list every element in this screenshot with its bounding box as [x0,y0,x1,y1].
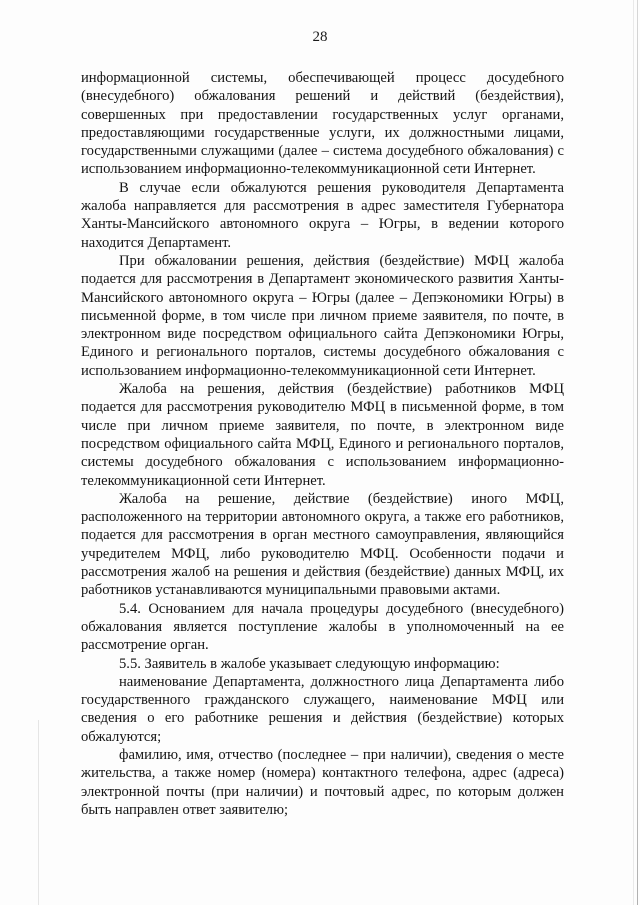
page-number: 28 [312,29,328,45]
paragraph: Жалоба на решения, действия (бездействие) работников МФЦ подается для рассмотрения руководителю МФЦ в письменной форме, в том числе при личном приеме заявителя, по почте, в электронном виде посредством официального сайта МФЦ, Единого и регионального порталов, системы досудебного обжалования с использованием информационно-телекоммуникационной сети Интернет. [81,381,564,489]
scan-edge-right-inner [633,0,634,905]
paragraph: При обжаловании решения, действия (бездействие) МФЦ жалоба подается для рассмотрения в Департамент экономического развития Ханты-Мансийского автономного округа – Югры (далее – Депэкономики Югры) в письменной форме, в том числе при личном приеме заявителя, по почте, в электронном виде посредством официального сайта Депэкономики Югры, Единого и регионального порталов, системы досудебного обжалования с использованием информационно-телекоммуникационной сети Интернет. [81,252,564,379]
paragraph-section-5-4: 5.4. Основанием для начала процедуры досудебного (внесудебного) обжалования является поступление жалобы в уполномоченный на ее рассмотрение орган. [81,600,564,654]
document-body [81,69,564,819]
paragraph-continuation: информационной системы, обеспечивающей процесс досудебного (внесудебного) обжалования решений и действий (бездействия), совершенных при предоставлении государственных услуг органами, предоставляющими государственные услуги, их должностными лицами, государственными служащими (далее – система досудебного обжалования) с использованием информационно-телекоммуникационной сети Интернет. [81,70,564,178]
paragraph: наименование Департамента, должностного лица Департамента либо государственного гражданского служащего, наименование МФЦ или сведения о его работнике решения и действия (бездействие) которых обжалуются; [81,673,564,745]
paragraph-section-5-5: 5.5. Заявитель в жалобе указывает следующую информацию: [119,655,500,672]
paragraph: фамилию, имя, отчество (последнее – при наличии), сведения о месте жительства, а также номер (номера) контактного телефона, адрес (адреса) электронной почты (при наличии) и почтовый адрес, по которым должен быть направлен ответ заявителю; [81,746,564,818]
scan-edge-left [38,720,39,905]
scan-edge-right [637,0,638,905]
paragraph: Жалоба на решение, действие (бездействие) иного МФЦ, расположенного на территории автономного округа, а также его работников, подается для рассмотрения в орган местного самоуправления, являющийся учредителем МФЦ, либо руководителю МФЦ. Особенности подачи и рассмотрения жалоб на решения и действия (бездействие) данных МФЦ, их работников устанавливаются муниципальными правовыми актами. [81,490,564,599]
paragraph: В случае если обжалуются решения руководителя Департамента жалоба направляется для рассмотрения в адрес заместителя Губернатора Ханты-Мансийского автономного округа – Югры, в ведении которого находится Департамент. [81,179,564,251]
